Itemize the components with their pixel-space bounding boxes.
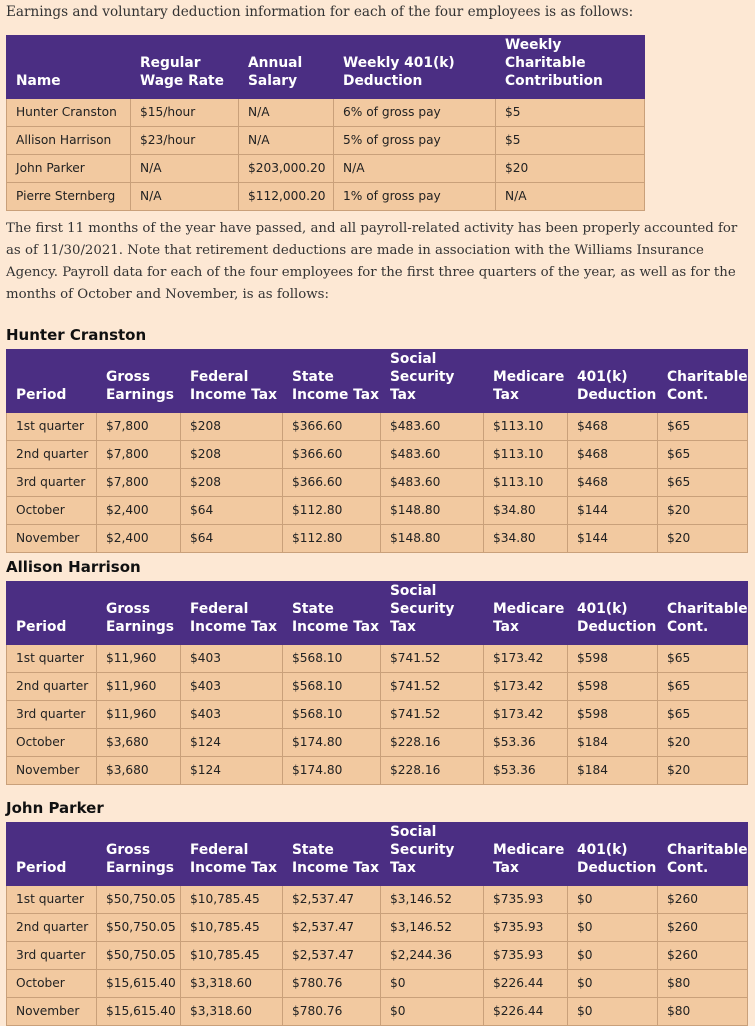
table-cell: 1st quarter [7, 413, 97, 441]
header-annual-salary: Annual Salary [239, 36, 334, 99]
table-cell: 2nd quarter [7, 914, 97, 942]
table-cell: $5 [496, 127, 645, 155]
table-cell: $203,000.20 [239, 155, 334, 183]
table-row [7, 729, 748, 757]
table-cell: N/A [334, 155, 496, 183]
payroll-table-header [7, 823, 748, 886]
payroll-table-header [7, 350, 748, 413]
header-weekly-charitable-contribution: Weekly Charitable Contribution [496, 36, 645, 99]
header-regular-wage-rate: Regular Wage Rate [131, 36, 239, 99]
table-cell: $10,785.45 [181, 942, 283, 970]
payroll-table-header [7, 582, 748, 645]
table-cell: $174.80 [283, 757, 381, 785]
employee-table-header [7, 36, 645, 99]
table-cell: N/A [496, 183, 645, 211]
table-cell: $208 [181, 413, 283, 441]
table-row [7, 441, 748, 469]
table-cell: 3rd quarter [7, 701, 97, 729]
table-cell: $741.52 [381, 645, 484, 673]
header-federal-income-tax: Federal Income Tax [181, 823, 283, 886]
employee-heading-hunter-cranston: Hunter Cranston [6, 326, 147, 344]
table-cell: $10,785.45 [181, 886, 283, 914]
table-cell: $50,750.05 [97, 886, 181, 914]
table-cell: $735.93 [484, 914, 568, 942]
table-cell: October [7, 970, 97, 998]
header-medicare-tax: Medicare Tax [484, 823, 568, 886]
table-cell: $598 [568, 701, 658, 729]
table-cell: $65 [658, 701, 748, 729]
header-name: Name [7, 36, 131, 99]
table-cell: $11,960 [97, 701, 181, 729]
header-medicare-tax: Medicare Tax [484, 582, 568, 645]
table-cell: $3,146.52 [381, 914, 484, 942]
table-cell: $15,615.40 [97, 970, 181, 998]
table-cell: $64 [181, 497, 283, 525]
table-cell: $113.10 [484, 413, 568, 441]
table-cell: 1% of gross pay [334, 183, 496, 211]
table-cell: $23/hour [131, 127, 239, 155]
table-cell: $50,750.05 [97, 942, 181, 970]
table-cell: $3,318.60 [181, 998, 283, 1026]
table-cell: 3rd quarter [7, 942, 97, 970]
table-cell: $468 [568, 413, 658, 441]
table-cell: 3rd quarter [7, 469, 97, 497]
table-cell: $568.10 [283, 673, 381, 701]
table-cell: 2nd quarter [7, 441, 97, 469]
table-cell: $366.60 [283, 413, 381, 441]
table-cell: 6% of gross pay [334, 99, 496, 127]
table-cell: $20 [658, 525, 748, 553]
table-cell: $260 [658, 914, 748, 942]
table-row [7, 701, 748, 729]
table-cell: $65 [658, 413, 748, 441]
table-cell: $780.76 [283, 970, 381, 998]
table-cell: $7,800 [97, 441, 181, 469]
table-cell: $366.60 [283, 441, 381, 469]
table-cell: $173.42 [484, 673, 568, 701]
table-cell: $34.80 [484, 497, 568, 525]
table-cell: $2,537.47 [283, 886, 381, 914]
table-cell: $174.80 [283, 729, 381, 757]
table-cell: $598 [568, 645, 658, 673]
header-federal-income-tax: Federal Income Tax [181, 350, 283, 413]
header-social-security-tax: Social Security Tax [381, 582, 484, 645]
payroll-description: The first 11 months of the year have passed, and all payroll-related activity has been properly accounted for as of 11/30/2021. Note that retirement deductions are made in association with the Williams Insurance Agency. Payroll data for each of the four employees for the first three quarters of the year, as well as for the months of October and November, is as follows: [6, 221, 738, 302]
table-cell: $483.60 [381, 469, 484, 497]
table-cell: $483.60 [381, 441, 484, 469]
table-cell: $403 [181, 673, 283, 701]
table-cell: Allison Harrison [7, 127, 131, 155]
header-gross-earnings: Gross Earnings [97, 350, 181, 413]
table-cell: $50,750.05 [97, 914, 181, 942]
payroll-table-allison-harrison [6, 581, 748, 785]
table-cell: $65 [658, 441, 748, 469]
table-cell: $0 [568, 886, 658, 914]
header-state-income-tax: State Income Tax [283, 823, 381, 886]
header-state-income-tax: State Income Tax [283, 582, 381, 645]
table-cell: $53.36 [484, 757, 568, 785]
table-cell: $228.16 [381, 757, 484, 785]
header-weekly-401k-deduction: Weekly 401(k) Deduction [334, 36, 496, 99]
table-row [7, 757, 748, 785]
header-social-security-tax: Social Security Tax [381, 823, 484, 886]
table-cell: October [7, 497, 97, 525]
table-cell: $20 [496, 155, 645, 183]
table-cell: $20 [658, 757, 748, 785]
table-cell: $80 [658, 970, 748, 998]
table-cell: $112.80 [283, 497, 381, 525]
table-cell: $112.80 [283, 525, 381, 553]
header-period: Period [7, 582, 97, 645]
table-cell: $173.42 [484, 701, 568, 729]
table-cell: $11,960 [97, 673, 181, 701]
table-cell: $65 [658, 645, 748, 673]
header-401k-deduction: 401(k) Deduction [568, 823, 658, 886]
table-cell: 1st quarter [7, 645, 97, 673]
table-cell: $184 [568, 757, 658, 785]
table-cell: $468 [568, 469, 658, 497]
employee-heading-john-parker: John Parker [6, 799, 104, 817]
table-cell: $34.80 [484, 525, 568, 553]
table-cell: Pierre Sternberg [7, 183, 131, 211]
table-row [7, 673, 748, 701]
header-period: Period [7, 350, 97, 413]
table-cell: $483.60 [381, 413, 484, 441]
payroll-table-hunter-cranston [6, 349, 748, 553]
table-cell: $113.10 [484, 469, 568, 497]
table-row [7, 183, 645, 211]
table-cell: $15/hour [131, 99, 239, 127]
header-charitable-cont: Charitable Cont. [658, 582, 748, 645]
header-social-security-tax: Social Security Tax [381, 350, 484, 413]
table-cell: $20 [658, 497, 748, 525]
header-state-income-tax: State Income Tax [283, 350, 381, 413]
table-cell: $208 [181, 441, 283, 469]
table-cell: $124 [181, 729, 283, 757]
header-charitable-cont: Charitable Cont. [658, 823, 748, 886]
table-cell: $228.16 [381, 729, 484, 757]
header-federal-income-tax: Federal Income Tax [181, 582, 283, 645]
table-cell: $65 [658, 469, 748, 497]
table-row [7, 525, 748, 553]
table-cell: N/A [239, 99, 334, 127]
table-row [7, 127, 645, 155]
table-cell: $2,537.47 [283, 942, 381, 970]
table-cell: $11,960 [97, 645, 181, 673]
table-row [7, 998, 748, 1026]
header-401k-deduction: 401(k) Deduction [568, 350, 658, 413]
header-401k-deduction: 401(k) Deduction [568, 582, 658, 645]
table-cell: $2,537.47 [283, 914, 381, 942]
header-charitable-cont: Charitable Cont. [658, 350, 748, 413]
table-cell: $0 [381, 998, 484, 1026]
table-cell: $568.10 [283, 645, 381, 673]
table-cell: N/A [239, 127, 334, 155]
table-cell: $403 [181, 701, 283, 729]
table-cell: November [7, 998, 97, 1026]
header-period: Period [7, 823, 97, 886]
table-cell: 2nd quarter [7, 673, 97, 701]
table-row [7, 155, 645, 183]
table-cell: $148.80 [381, 525, 484, 553]
table-cell: $10,785.45 [181, 914, 283, 942]
table-row [7, 645, 748, 673]
table-cell: $64 [181, 525, 283, 553]
table-cell: Hunter Cranston [7, 99, 131, 127]
table-cell: $7,800 [97, 413, 181, 441]
table-cell: $741.52 [381, 701, 484, 729]
table-cell: $2,244.36 [381, 942, 484, 970]
header-medicare-tax: Medicare Tax [484, 350, 568, 413]
table-row [7, 497, 748, 525]
table-cell: $173.42 [484, 645, 568, 673]
table-cell: $260 [658, 942, 748, 970]
intro-text: Earnings and voluntary deduction information for each of the four employees is as follows: [6, 4, 634, 20]
table-cell: $2,400 [97, 525, 181, 553]
table-row [7, 942, 748, 970]
table-cell: John Parker [7, 155, 131, 183]
table-cell: $366.60 [283, 469, 381, 497]
table-cell: N/A [131, 183, 239, 211]
table-cell: $3,680 [97, 757, 181, 785]
table-cell: 5% of gross pay [334, 127, 496, 155]
employee-heading-allison-harrison: Allison Harrison [6, 558, 141, 576]
table-row [7, 413, 748, 441]
table-cell: $260 [658, 886, 748, 914]
table-cell: $568.10 [283, 701, 381, 729]
table-cell: $735.93 [484, 886, 568, 914]
table-cell: $208 [181, 469, 283, 497]
table-cell: $113.10 [484, 441, 568, 469]
table-row [7, 886, 748, 914]
table-cell: $5 [496, 99, 645, 127]
table-cell: $2,400 [97, 497, 181, 525]
table-row [7, 914, 748, 942]
table-cell: $3,680 [97, 729, 181, 757]
table-cell: $112,000.20 [239, 183, 334, 211]
table-cell: $598 [568, 673, 658, 701]
table-cell: $0 [568, 970, 658, 998]
table-cell: $144 [568, 525, 658, 553]
table-cell: $144 [568, 497, 658, 525]
table-row [7, 469, 748, 497]
table-cell: $741.52 [381, 673, 484, 701]
table-cell: $65 [658, 673, 748, 701]
table-cell: $53.36 [484, 729, 568, 757]
table-cell: $0 [568, 914, 658, 942]
table-cell: $148.80 [381, 497, 484, 525]
table-cell: $0 [568, 998, 658, 1026]
header-gross-earnings: Gross Earnings [97, 582, 181, 645]
employee-earnings-table [6, 35, 645, 211]
table-cell: $0 [568, 942, 658, 970]
table-cell: $780.76 [283, 998, 381, 1026]
table-cell: $3,318.60 [181, 970, 283, 998]
table-row [7, 970, 748, 998]
table-cell: $80 [658, 998, 748, 1026]
table-cell: $15,615.40 [97, 998, 181, 1026]
table-cell: $226.44 [484, 998, 568, 1026]
table-cell: $226.44 [484, 970, 568, 998]
table-cell: $0 [381, 970, 484, 998]
table-cell: $7,800 [97, 469, 181, 497]
table-cell: November [7, 757, 97, 785]
table-cell: $735.93 [484, 942, 568, 970]
table-cell: $468 [568, 441, 658, 469]
payroll-table-john-parker [6, 822, 748, 1026]
table-cell: N/A [131, 155, 239, 183]
table-cell: $20 [658, 729, 748, 757]
table-cell: $403 [181, 645, 283, 673]
table-cell: 1st quarter [7, 886, 97, 914]
table-cell: November [7, 525, 97, 553]
table-cell: $184 [568, 729, 658, 757]
table-cell: October [7, 729, 97, 757]
table-cell: $3,146.52 [381, 886, 484, 914]
table-row [7, 99, 645, 127]
header-gross-earnings: Gross Earnings [97, 823, 181, 886]
table-cell: $124 [181, 757, 283, 785]
